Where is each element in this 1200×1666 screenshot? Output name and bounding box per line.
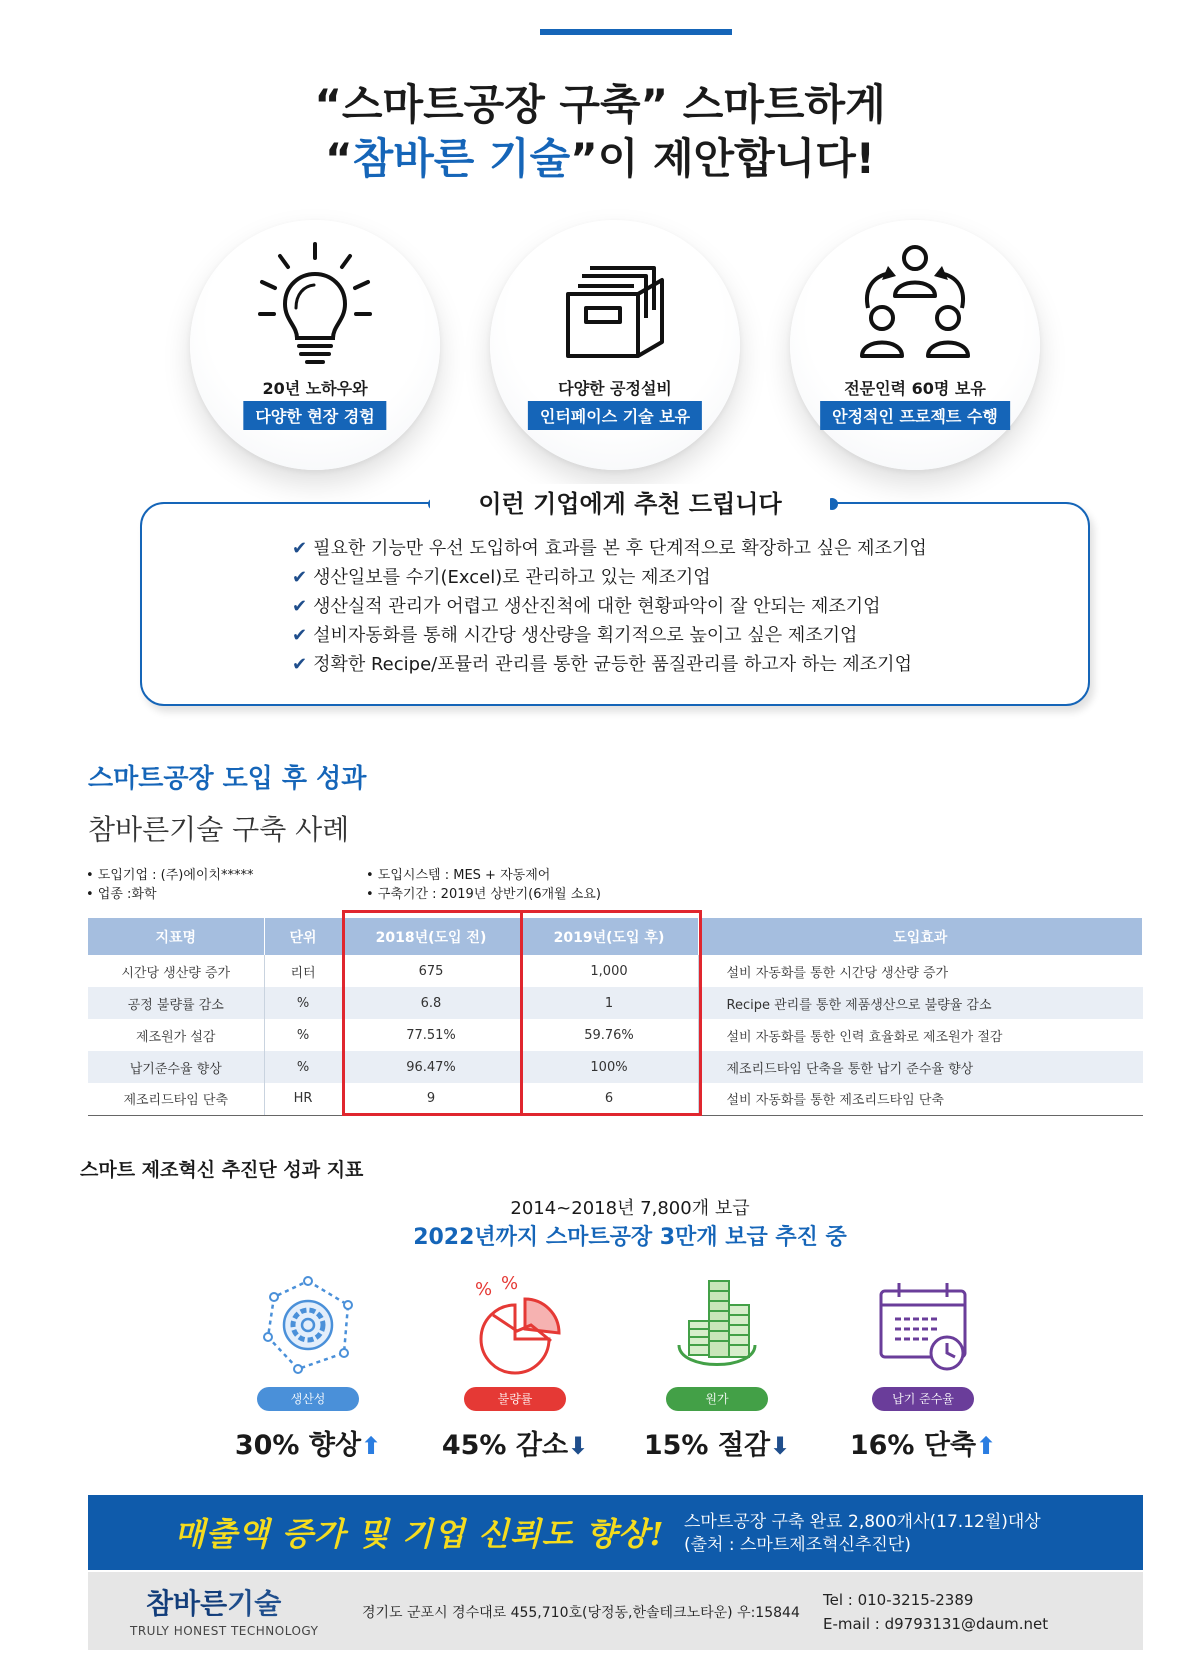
recommendation-item — [292, 650, 927, 679]
recommendation-text: 생산일보를 수기(Excel)로 관리하고 있는 제조기업 — [313, 567, 711, 588]
table-cell: 1 — [520, 987, 698, 1019]
kpi-result — [203, 1423, 413, 1462]
logo-bold: 참바른 — [146, 1587, 228, 1620]
recommendation-title: 이런 기업에게 추천 드립니다 — [478, 490, 782, 518]
kpi-label-pill: 생산성 — [257, 1387, 359, 1411]
coins-icon — [667, 1275, 767, 1375]
recommendation-text: 생산실적 관리가 어렵고 생산진척에 대한 현황파악이 잘 안되는 제조기업 — [313, 596, 881, 617]
down-arrow-icon: ⬇ — [770, 1432, 791, 1460]
table-cell: 설비 자동화를 통한 시간당 생산량 증가 — [726, 965, 949, 981]
banner-note-line2: (출처 : 스마트제조혁신추진단) — [684, 1535, 911, 1555]
feature-circle-interface — [490, 220, 740, 470]
brand-name: 참바른 기술 — [352, 134, 571, 183]
table-cell: 6.8 — [342, 987, 520, 1019]
table-cell: 675 — [342, 955, 520, 987]
recommendation-title-wrap — [430, 484, 830, 524]
recommendation-list — [292, 534, 927, 679]
up-arrow-icon: ⬆ — [361, 1432, 382, 1460]
lightbulb-icon — [250, 238, 380, 368]
headline-line2-rest: ”이 제안합니다! — [570, 134, 875, 183]
headline — [0, 78, 1200, 186]
kpi-label-pill: 원가 — [666, 1387, 768, 1411]
table-cell: 1,000 — [520, 955, 698, 987]
checkmark-icon: ✔ — [292, 625, 308, 646]
recommendation-text: 정확한 Recipe/포뮬러 관리를 통한 균등한 품질관리를 하고자 하는 제조기업 — [313, 654, 912, 675]
deployment-stat: 2014~2018년 7,800개 보급 — [510, 1198, 750, 1219]
file-drawer-icon — [550, 238, 680, 368]
table-cell: 리터 — [264, 955, 342, 987]
top-accent-bar — [540, 29, 732, 35]
up-arrow-icon: ⬆ — [976, 1432, 997, 1460]
open-quote: “ — [325, 134, 353, 183]
table-cell: 96.47% — [342, 1051, 520, 1083]
pie-percent-icon — [465, 1275, 565, 1375]
recommendation-item — [292, 534, 927, 563]
checkmark-icon: ✔ — [292, 538, 308, 559]
team-rotation-icon — [850, 238, 980, 368]
company-address: 경기도 군포시 경수대로 455,710호(당정동,한솔테크노타운) 우:15844 — [362, 1605, 800, 1621]
target-stat: 2022년까지 스마트공장 3만개 보급 추진 중 — [413, 1225, 847, 1250]
case-study-title: 참바른기술 구축 사례 — [88, 813, 350, 846]
table-cell: 9 — [342, 1083, 520, 1115]
recommendation-text: 설비자동화를 통해 시간당 생산량을 획기적으로 높이고 싶은 제조기업 — [313, 625, 858, 646]
checkmark-icon: ✔ — [292, 596, 308, 617]
logo-rest: 기술 — [227, 1587, 282, 1620]
table-cell: 시간당 생산량 증가 — [88, 955, 264, 987]
feature-caption: 전문인력 60명 보유 — [844, 379, 986, 398]
kpi-label-pill: 납기 준수율 — [872, 1387, 974, 1411]
table-cell: 제조원가 설감 — [88, 1019, 264, 1051]
company-contact — [823, 1588, 1048, 1636]
recommendation-text: 필요한 기능만 우선 도입하여 효과를 본 후 단계적으로 확장하고 싶은 제조기업 — [313, 538, 927, 559]
case-meta-left — [86, 866, 254, 904]
feature-highlight: 안정적인 프로젝트 수행 — [820, 401, 1010, 430]
table-cell: % — [264, 1051, 342, 1083]
checkmark-icon: ✔ — [292, 654, 308, 675]
gear-network-icon — [258, 1275, 358, 1375]
kpi-result-text: 30% 향상 — [234, 1430, 362, 1461]
table-cell: HR — [264, 1083, 342, 1115]
performance-section-title: 스마트공장 도입 후 성과 — [88, 764, 367, 794]
feature-highlight: 인터페이스 기술 보유 — [528, 401, 702, 430]
kpi-result — [410, 1423, 620, 1462]
meta-period: • 구축기간 : 2019년 상반기(6개월 소요) — [366, 887, 601, 902]
kpi-result — [612, 1423, 822, 1462]
kpi-result-text: 16% 단축 — [849, 1430, 977, 1461]
table-cell: 공정 불량률 감소 — [88, 987, 264, 1019]
kpi-result-text: 45% 감소 — [441, 1430, 569, 1461]
column-header: 단위 — [264, 918, 342, 955]
table-cell: 설비 자동화를 통한 인력 효율화로 제조원가 절감 — [726, 1029, 1003, 1045]
column-header: 2018년(도입 전) — [342, 918, 520, 955]
svg-text:%: % — [475, 1279, 493, 1300]
table-cell: 제조리드타임 단축 — [88, 1083, 264, 1115]
highlight-box-after — [520, 910, 702, 1116]
recommendation-item — [292, 563, 927, 592]
meta-industry: • 업종 :화학 — [86, 887, 157, 902]
feature-highlight: 다양한 현장 경험 — [243, 401, 386, 430]
table-cell: 6 — [520, 1083, 698, 1115]
calendar-clock-icon — [873, 1275, 973, 1375]
table-cell: 설비 자동화를 통한 제조리드타임 단축 — [698, 1083, 1143, 1115]
table-cell: % — [264, 1019, 342, 1051]
kpi-result — [818, 1423, 1028, 1462]
meta-system: • 도입시스템 : MES + 자동제어 — [366, 868, 551, 883]
checkmark-icon: ✔ — [292, 567, 308, 588]
slogan-banner — [88, 1495, 1143, 1570]
table-cell: % — [264, 987, 342, 1019]
table-cell: 59.76% — [520, 1019, 698, 1051]
feature-circle-team — [790, 220, 1040, 470]
column-header: 도입효과 — [698, 918, 1143, 955]
table-cell: 100% — [520, 1051, 698, 1083]
table-cell: Recipe 관리를 통한 제품생산으로 불량율 감소 — [698, 987, 1143, 1019]
feature-caption: 20년 노하우와 — [262, 379, 368, 398]
feature-circle-experience — [190, 220, 440, 470]
case-meta-right — [366, 866, 601, 904]
headline-line1: “스마트공장 구축” 스마트하게 — [314, 80, 886, 129]
table-cell: 77.51% — [342, 1019, 520, 1051]
column-header: 지표명 — [88, 918, 264, 955]
kpi-result-text: 15% 절감 — [643, 1430, 771, 1461]
banner-note-line1: 스마트공장 구축 완료 2,800개사(17.12월)대상 — [684, 1512, 1041, 1532]
indicators-section-title: 스마트 제조혁신 추진단 성과 지표 — [80, 1159, 364, 1181]
slogan-text: 매출액 증가 및 기업 신뢰도 향상! — [174, 1515, 665, 1553]
column-header: 2019년(도입 후) — [520, 918, 698, 955]
down-arrow-icon: ⬇ — [568, 1432, 589, 1460]
footer — [88, 1572, 1143, 1650]
contact-email[interactable]: E-mail : d9793131@daum.net — [823, 1615, 1049, 1633]
highlight-box-before — [342, 910, 523, 1116]
recommendation-item — [292, 592, 927, 621]
banner-note — [684, 1511, 1041, 1557]
headline-line2 — [0, 132, 1200, 186]
company-tagline: TRULY HONEST TECHNOLOGY — [130, 1624, 319, 1638]
svg-text:%: % — [501, 1275, 519, 1294]
contact-tel: Tel : 010-3215-2389 — [823, 1591, 974, 1609]
kpi-label-pill: 불량률 — [464, 1387, 566, 1411]
feature-caption: 다양한 공정설비 — [558, 379, 672, 398]
table-cell: 납기준수율 향상 — [88, 1051, 264, 1083]
company-logo — [146, 1582, 281, 1622]
table-cell: 제조리드타임 단축을 통한 납기 준수율 향상 — [698, 1051, 1143, 1083]
meta-company: • 도입기업 : (주)에이치***** — [86, 868, 254, 883]
recommendation-item — [292, 621, 927, 650]
